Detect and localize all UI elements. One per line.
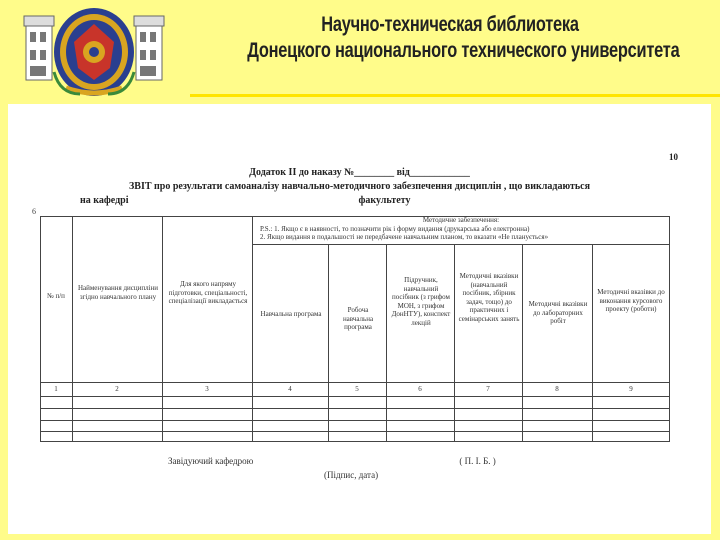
signature-line <box>168 456 496 466</box>
signature-hint: (Підпис, дата) <box>324 470 379 480</box>
col-number-6: 6 <box>418 385 422 393</box>
col-number-8: 8 <box>555 385 559 393</box>
document-page <box>8 104 711 534</box>
method-note-1: Р.S.: 1. Якщо є в наявності, то позначити рік і форму видання (друкарська або електронна) <box>260 224 530 233</box>
page-number: 10 <box>669 152 678 162</box>
header-divider <box>190 94 720 97</box>
signature-name: ( П. І. Б. ) <box>459 456 496 466</box>
university-crest-icon <box>20 2 168 98</box>
col-header-number: № п/п <box>47 292 65 300</box>
col-header-curriculum: Навчальна програма <box>260 310 322 318</box>
col-header-lab-guides: Методичні вказівки до лабораторних робіт <box>528 300 588 325</box>
col-header-textbook: Підручник, навчальний посібник (з грифом МОН, з грифом ДонНТУ), конспект лекцій <box>391 276 451 327</box>
col-number-2: 2 <box>115 385 119 393</box>
corner-mark: 6 <box>32 207 36 216</box>
col-number-5: 5 <box>355 385 359 393</box>
report-table <box>40 216 670 442</box>
col-number-4: 4 <box>288 385 292 393</box>
methodical-support-header <box>252 216 670 242</box>
col-header-discipline: Найменування дисципліни згідно навчального плану <box>77 284 159 301</box>
col-header-specialty: Для якого напряму підготовки, спеціальності, спеціалізації викладається <box>168 280 248 305</box>
doc-appendix-line: Додаток II до наказу №________ від____________ <box>249 167 470 178</box>
col-header-practical-guides: Методичні вказівки (навчальний посібник, збірник задач, тощо) до практичних і семінарських занять <box>458 272 520 323</box>
doc-department-line <box>80 195 410 206</box>
faculty-label: факультету <box>358 195 411 206</box>
col-number-3: 3 <box>205 385 209 393</box>
col-header-course-project: Методичні вказівки до виконання курсового проекту (роботи) <box>597 288 665 313</box>
title-line-1: Научно-техническая библиотека <box>321 13 579 36</box>
doc-report-title: ЗВІТ про результати самоаналізу навчально-методичного забезпечення дисциплін , що викладаються <box>129 181 590 192</box>
header-banner <box>0 0 720 100</box>
signature-label: Завідуючий кафедрою <box>168 456 254 466</box>
method-header-title: Методичне забезпечення: <box>422 216 500 224</box>
col-number-9: 9 <box>629 385 633 393</box>
col-number-1: 1 <box>54 385 58 393</box>
library-title <box>190 12 710 64</box>
method-note-2: 2. Якщо видання в подальшості не передбачене навчальним планом, то вказати «Не планується» <box>260 233 549 241</box>
col-number-7: 7 <box>486 385 490 393</box>
col-header-work-program: Робоча навчальна програма <box>342 306 374 331</box>
department-label: на кафедрі <box>80 195 129 206</box>
title-line-2: Донецкого национального технического университета <box>247 39 680 62</box>
